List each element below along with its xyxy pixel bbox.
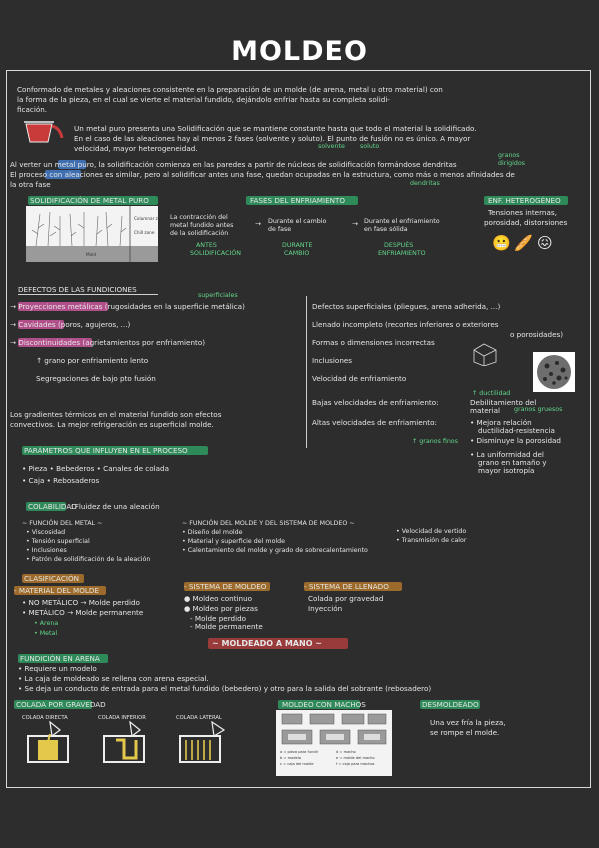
- machos-legend-4: d = macho: [336, 750, 356, 754]
- fases-enfriamiento: ENFRIAMIENTO: [378, 250, 426, 257]
- heading-enf-heterogeneo: ENF. HETEROGÉNEO: [488, 196, 561, 205]
- heading-parametros: PARÁMETROS QUE INFLUYEN EN EL PROCESO: [24, 446, 188, 455]
- velocidad-alta-r2: ductilidad-resistencia: [478, 426, 555, 435]
- fases-durante: DURANTE: [282, 242, 313, 249]
- colabilidad-v1: • Velocidad de vertido: [396, 528, 467, 535]
- machos-legend-6: f = caja para machos: [336, 762, 375, 766]
- pour-line-2: El proceso con aleaciones es similar, pero al solidificar antes una fase, quedan ocupadas en la estructura, como más o menos afinidades de: [10, 170, 515, 179]
- clasificacion-mm2: • METÁLICO → Molde permanente: [22, 608, 144, 617]
- colada-directa-label: COLADA DIRECTA: [22, 715, 68, 721]
- colabilidad-v2: • Transmisión de calor: [396, 537, 467, 544]
- clasificacion-sl1: Colada por gravedad: [308, 594, 384, 603]
- clasificacion-sl2: Inyección: [308, 604, 343, 613]
- fundicion-f2: • La caja de moldeado se rellena con arena especial.: [18, 674, 209, 683]
- heading-sistema-moldeo: - SISTEMA DE MOLDEO: [184, 582, 267, 591]
- pure-metal-line-3: velocidad, mayor heterogeneidad.: [74, 144, 198, 153]
- gradientes-line-2: convectivos. La mejor refrigeración es superficial molde.: [10, 420, 214, 429]
- colada-inferior-diagram: [102, 720, 152, 766]
- colabilidad-m2: • Tensión superficial: [26, 538, 90, 545]
- heading-colabilidad: COLABILIDAD: [28, 502, 77, 511]
- machos-legend-3: c = caja del molde: [280, 762, 314, 766]
- clasificacion-sm4: - Molde permanente: [190, 622, 263, 631]
- heading-material-molde: - MATERIAL DEL MOLDE: [14, 586, 99, 595]
- velocidad-alta-r6: mayor isotropía: [478, 466, 535, 475]
- defecto-inclusiones: Inclusiones: [312, 356, 353, 365]
- note-superficiales: superficiales: [198, 292, 238, 299]
- pour-line-3: la otra fase: [10, 180, 51, 189]
- machos-legend-1: a = pieza para fundir: [280, 750, 319, 754]
- defecto-llenado: Llenado incompleto (recortes inferiores o exteriores: [312, 320, 499, 329]
- note-granos-finos: ↑ granos finos: [412, 438, 458, 445]
- defecto-velocidad: Velocidad de enfriamiento: [312, 374, 407, 383]
- heading-desmoldeado: DESMOLDEADO: [422, 700, 479, 709]
- colabilidad-o3: • Calentamiento del molde y grado de sobrecalentamiento: [182, 547, 368, 554]
- colada-directa-diagram: [26, 720, 76, 766]
- fases-c1-b: metal fundido antes: [170, 222, 234, 229]
- velocidad-baja-res-2: material: [470, 406, 500, 415]
- intro-line-3: ficación.: [17, 105, 48, 114]
- clasificacion-mm4: • Metal: [34, 630, 58, 637]
- colabilidad-molde-heading: ~ FUNCIÓN DEL MOLDE Y DEL SISTEMA DE MOLDEO ~: [182, 520, 355, 527]
- fases-c2-a: Durante el cambio: [268, 218, 327, 225]
- note-dirigidos: dirigidos: [498, 160, 525, 167]
- fases-solidificacion: SOLIDIFICACIÓN: [190, 250, 242, 257]
- heading-fundicion-arena: FUNDICIÓN EN ARENA: [20, 654, 100, 663]
- fases-c3-a: Durante el enfriamiento: [364, 218, 440, 225]
- clasificacion-mm1: • NO METÁLICO → Molde perdido: [22, 598, 140, 607]
- fundicion-f3: • Se deja un conducto de entrada para el metal fundido (bebedero) y otro para la salida del sobrante (rebosadero): [18, 684, 432, 693]
- velocidad-alta-r3: • Disminuye la porosidad: [470, 436, 561, 445]
- fases-c1-a: La contracción del: [170, 214, 228, 221]
- note-ductilidad: ↑ ductilidad: [472, 390, 511, 397]
- solidification-diagram: [26, 206, 166, 262]
- defecto-discontinuidades: → Discontinuidades (agrietamientos por enfriamiento): [10, 338, 206, 347]
- confounded-emoji-icon: 😖: [537, 234, 553, 252]
- note-dendritas: dendritas: [410, 180, 440, 187]
- fases-despues: DESPUÉS: [384, 242, 414, 249]
- heterogeneo-line-1: Tensiones internas,: [488, 208, 557, 217]
- defecto-grano-lento: ↑ grano por enfriamiento lento: [36, 356, 149, 365]
- note-granos: granos: [498, 152, 520, 159]
- colabilidad-m4: • Patrón de solidificación de la aleación: [26, 556, 151, 563]
- defecto-llenado-b: o porosidades): [510, 330, 564, 339]
- heterogeneo-line-2: porosidad, distorsiones: [484, 218, 568, 227]
- colada-inferior-label: COLADA INFERIOR: [98, 715, 146, 721]
- colabilidad-metal-heading: ~ FUNCIÓN DEL METAL ~: [22, 520, 103, 527]
- intro-line-2: la forma de la pieza, en el cual se vierte el material fundido, dejándolo enfriar hasta su completa solidi-: [17, 95, 390, 104]
- intro-line-1: Conformado de metales y aleaciones consistente en la preparación de un molde (de arena, metal u otro material) con: [17, 85, 443, 94]
- velocidad-alta-r1: • Mejora relación: [470, 418, 532, 427]
- colabilidad-o1: • Diseño del molde: [182, 529, 243, 536]
- fases-antes: ANTES: [196, 242, 217, 249]
- fases-cambio: CAMBIO: [284, 250, 310, 257]
- heading-moldeo-machos: MOLDEO CON MACHOS: [282, 700, 366, 709]
- clasificacion-sm1: ● Moldeo continuo: [184, 594, 253, 603]
- colabilidad-def: : Fluidez de una aleación: [70, 502, 160, 511]
- cube-sketch-icon: [470, 340, 500, 366]
- heading-fases-enfriamiento: FASES DEL ENFRIAMIENTO: [250, 196, 346, 205]
- crucible-icon: [22, 116, 66, 146]
- arrow-1: →: [255, 219, 262, 228]
- bread-emoji-icon: 🥖: [514, 234, 533, 252]
- defecto-proyecciones: → Proyecciones metálicas (rugosidades en la superficie metálica): [10, 302, 245, 311]
- desmoldeado-line-1: Una vez fría la pieza,: [430, 718, 506, 727]
- heading-clasificacion: CLASIFICACIÓN: [24, 574, 80, 583]
- heading-colada-gravedad: COLADA POR GRAVEDAD: [16, 700, 106, 709]
- velocidad-alta-r5: grano en tamaño y: [478, 458, 547, 467]
- machos-legend-5: e = molde del macho: [336, 756, 375, 760]
- clasificacion-mm3: • Arena: [34, 620, 59, 627]
- defecto-formas: Formas o dimensiones incorrectas: [312, 338, 435, 347]
- heading-moldeado-mano: ~ MOLDEADO A MANO ~: [212, 639, 322, 648]
- colada-lateral-label: COLADA LATERAL: [176, 715, 222, 721]
- clasificacion-sm2: ● Moldeo por piezas: [184, 604, 258, 613]
- heading-sistema-llenado: - SISTEMA DE LLENADO: [304, 582, 389, 591]
- fundicion-f1: • Requiere un modelo: [18, 664, 97, 673]
- pure-metal-line-2: En el caso de las aleaciones hay al menos 2 fases (solvente y soluto). El punto de fusión no es único. A mayor: [74, 134, 471, 143]
- velocidades-divider: [306, 398, 307, 448]
- heading-solidificacion-pura: SOLIDIFICACIÓN DE METAL PURO: [30, 196, 149, 205]
- pure-metal-line-1: Un metal puro presenta una Solidificación que se mantiene constante hasta que todo el material la solidificado.: [74, 124, 477, 133]
- defecto-segregaciones: Segregaciones de bajo pto fusión: [36, 374, 156, 383]
- defecto-cavidades: → Cavidades (poros, agujeros, ...): [10, 320, 131, 329]
- clasificacion-sm3: - Molde perdido: [190, 614, 247, 623]
- diagram-label-chill: Chill zone: [134, 230, 155, 235]
- defecto-superficiales: Defectos superficiales (pliegues, arena adherida, ...): [312, 302, 501, 311]
- note-soluto: soluto: [360, 143, 380, 150]
- page-title: MOLDEO: [231, 36, 368, 67]
- velocidad-baja-res-1: Debilitamiento del: [470, 398, 537, 407]
- velocidad-baja: Bajas velocidades de enfriamiento:: [312, 398, 439, 407]
- fases-c2-b: de fase: [268, 226, 292, 233]
- porous-sphere-image: [533, 352, 575, 392]
- pour-line-1: Al verter un metal puro, la solidificación comienza en las paredes a partir de núcleos de solidificación formándose dendritas: [10, 160, 457, 169]
- diagram-label-mold: Mold: [86, 252, 96, 257]
- desmoldeado-line-2: se rompe el molde.: [430, 728, 500, 737]
- arrow-2: →: [352, 219, 359, 228]
- note-granos-gruesos: granos gruesos: [514, 406, 563, 413]
- colabilidad-o2: • Material y superficie del molde: [182, 538, 286, 545]
- machos-diagram: [276, 710, 392, 776]
- colabilidad-m1: • Viscosidad: [26, 529, 66, 536]
- velocidad-alta: Altas velocidades de enfriamiento:: [312, 418, 437, 427]
- machos-legend-2: b = modelo: [280, 756, 301, 760]
- gradientes-line-1: Los gradientes térmicos en el material fundido son efectos: [10, 410, 222, 419]
- heading-defectos: DEFECTOS DE LAS FUNDICIONES: [18, 285, 137, 294]
- velocidad-alta-r4: • La uniformidad del: [470, 450, 544, 459]
- fases-c3-b: en fase sólida: [364, 226, 408, 233]
- colada-lateral-diagram: [178, 720, 232, 766]
- colabilidad-m3: • Inclusiones: [26, 547, 67, 554]
- grimace-emoji-icon: 😬: [492, 234, 511, 252]
- fases-c1-c: de la solidificación: [170, 230, 229, 237]
- defectos-underline: [18, 294, 158, 295]
- parametros-line-2: • Caja • Rebosaderos: [22, 476, 100, 485]
- note-solvente: solvente: [318, 143, 345, 150]
- diagram-label-columnar: Columnar zone: [134, 216, 166, 221]
- parametros-line-1: • Pieza • Bebederos • Canales de colada: [22, 464, 169, 473]
